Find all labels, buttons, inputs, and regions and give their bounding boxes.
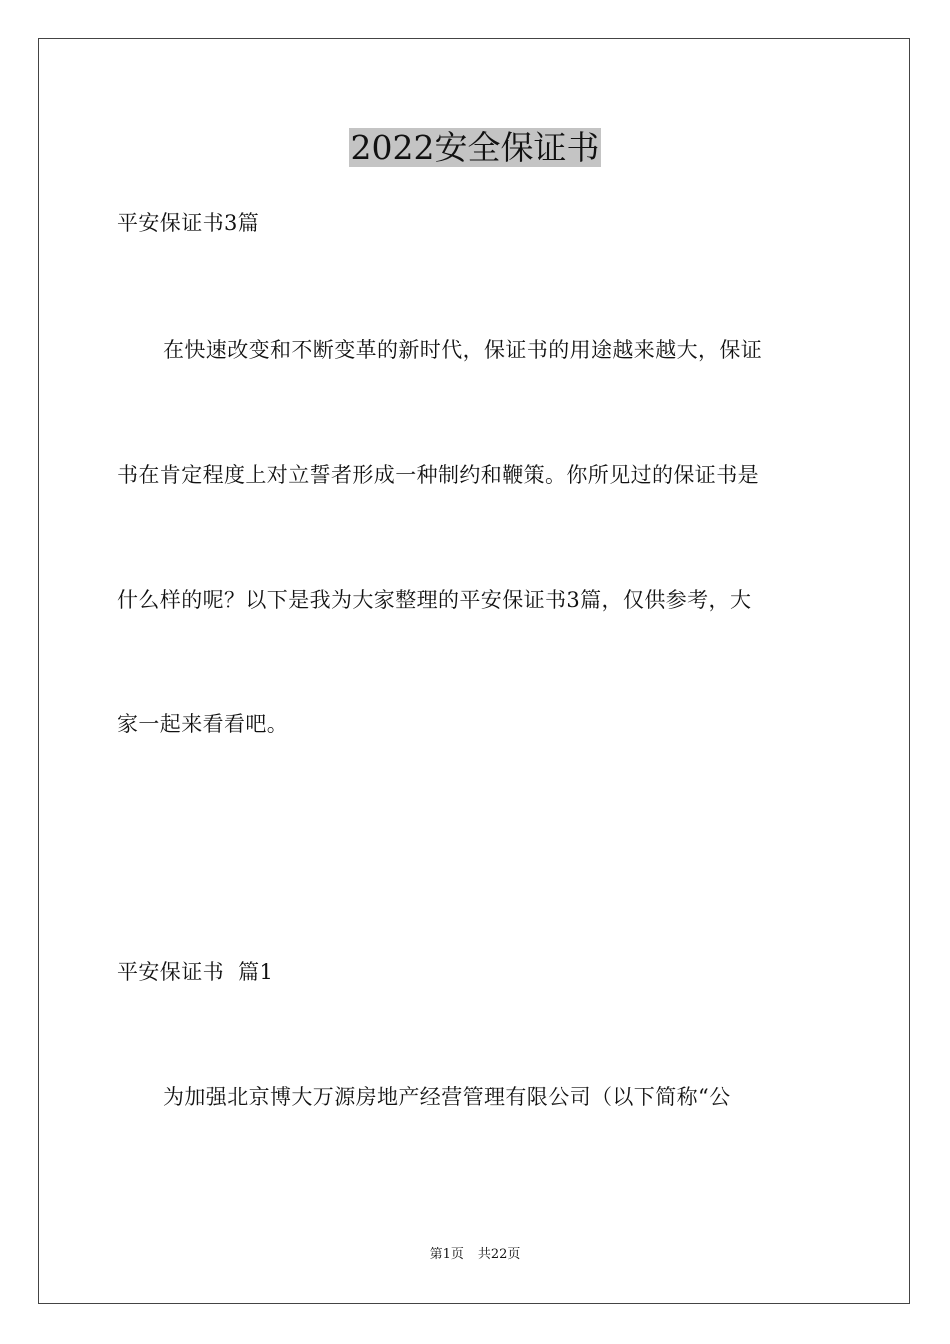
paragraph-line: 书在肯定程度上对立誓者形成一种制约和鞭策。你所见过的保证书是 — [117, 463, 759, 487]
section-heading: 平安保证书 篇1 — [117, 960, 274, 984]
page-total: 共22页 — [477, 1247, 521, 1262]
document-title — [0, 126, 950, 170]
document-subtitle: 平安保证书3篇 — [117, 211, 260, 235]
paragraph-line: 为加强北京博大万源房地产经营管理有限公司（以下简称“公 — [163, 1085, 731, 1109]
page-footer — [0, 1246, 950, 1264]
paragraph-line: 在快速改变和不断变革的新时代，保证书的用途越来越大，保证 — [163, 338, 763, 362]
document-title-text: 2022安全保证书 — [350, 128, 600, 167]
page-number: 第1页 — [429, 1247, 464, 1262]
paragraph-line: 家一起来看看吧。 — [117, 712, 289, 736]
paragraph-line: 什么样的呢？以下是我为大家整理的平安保证书3篇，仅供参考，大 — [117, 588, 752, 612]
